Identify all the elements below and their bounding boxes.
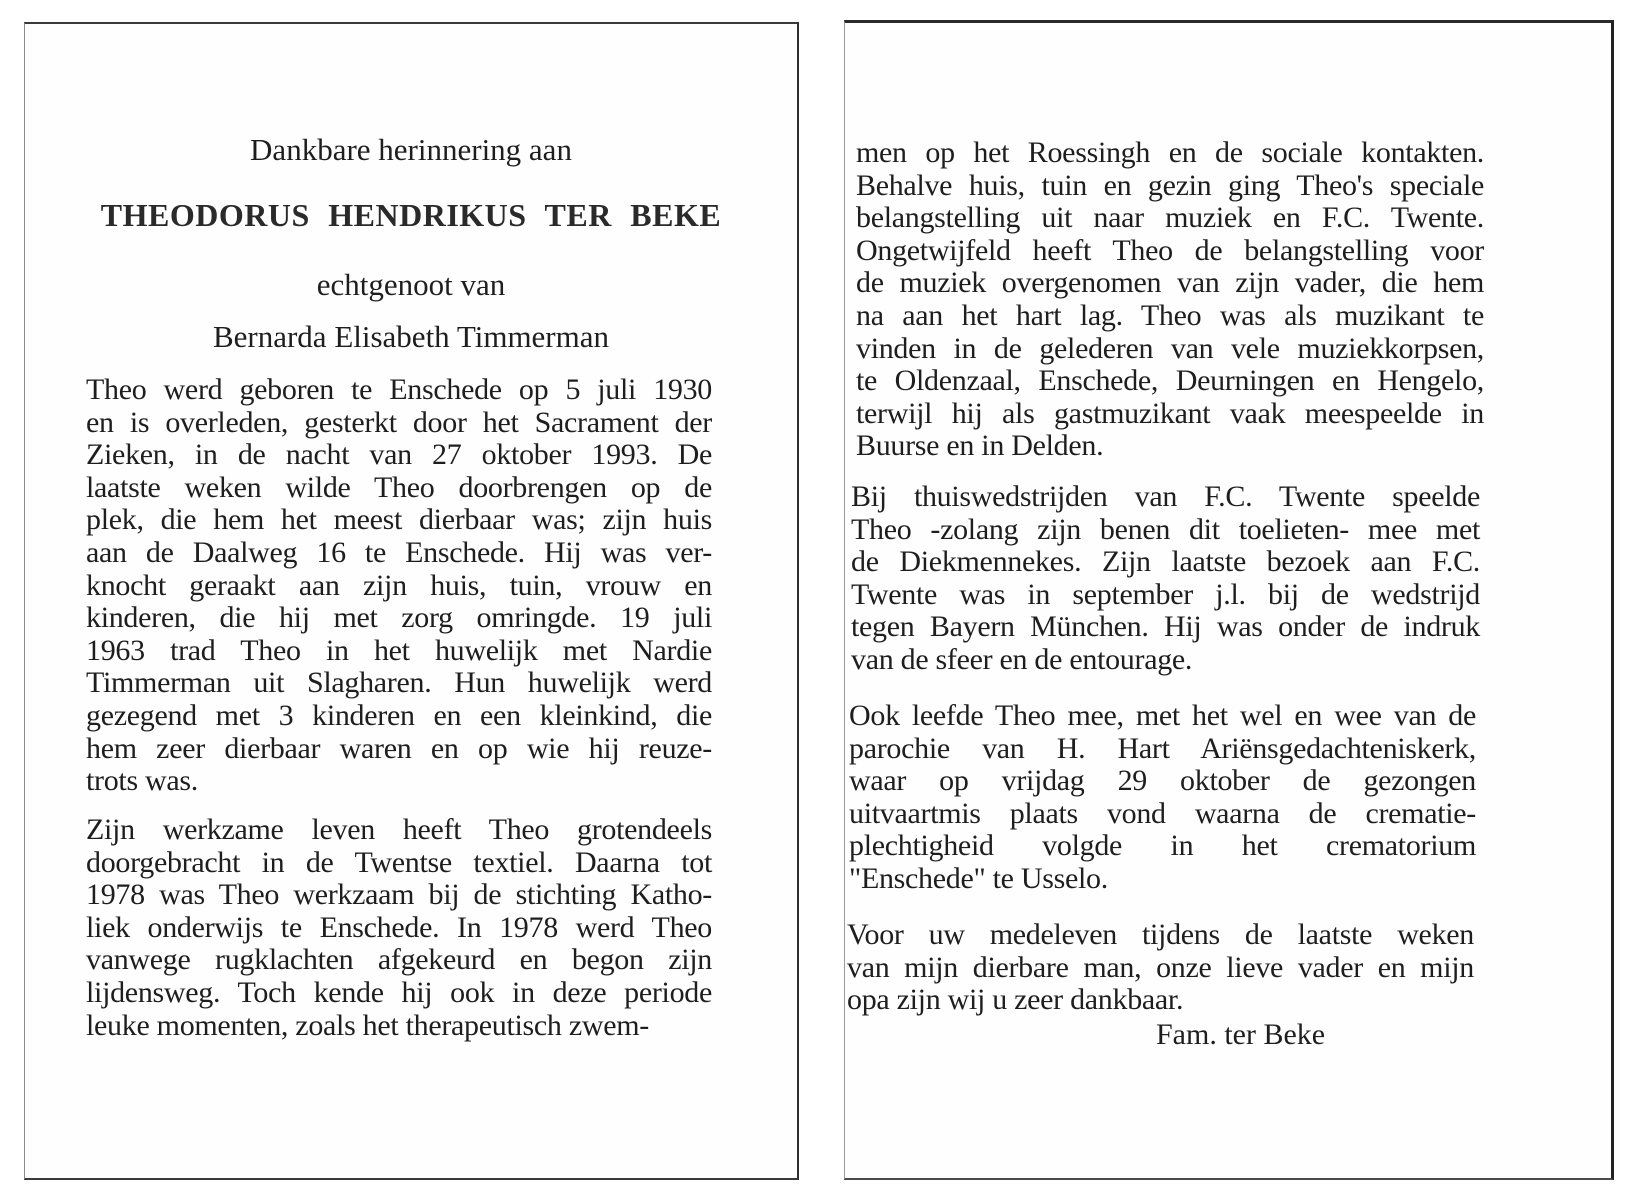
text-line: te Oldenzaal, Enschede, Deurningen en Hengelo, xyxy=(856,364,1484,398)
memorial-card-right xyxy=(844,20,1614,1180)
deceased-name: THEODORUS HENDRIKUS TER BEKE xyxy=(100,197,722,233)
text-line: waar op vrijdag 29 oktober de gezongen xyxy=(849,764,1476,798)
funeral-paragraph xyxy=(849,700,1476,896)
text-line: belangstelling uit naar muziek en F.C. Twente. xyxy=(856,201,1484,235)
text-line: terwijl hij als gastmuzikant vaak meespeelde in xyxy=(856,396,1484,430)
text-line: tegen Bayern München. Hij was onder de indruk xyxy=(851,610,1480,644)
text-line: trots was. xyxy=(86,764,198,798)
text-line: parochie van H. Hart Ariënsgedachteniskerk, xyxy=(849,731,1476,765)
biography-paragraph-1 xyxy=(86,374,712,798)
text-line: knocht geraakt aan zijn huis, tuin, vrouw en xyxy=(86,568,712,602)
spouse-label: echtgenoot van xyxy=(316,267,506,302)
text-line: Timmerman uit Slagharen. Hun huwelijk werd xyxy=(86,666,712,700)
text-line: de Diekmennekes. Zijn laatste bezoek aan F.C. xyxy=(851,545,1480,579)
family-signature: Fam. ter Beke xyxy=(1156,1018,1326,1051)
text-line: Twente was in september j.l. bij de wedstrijd xyxy=(851,577,1480,611)
text-line: Zieken, in de nacht van 27 oktober 1993. De xyxy=(86,438,712,472)
text-line: men op het Roessingh en de sociale kontakten. xyxy=(856,136,1484,169)
intro-line: Dankbare herinnering aan xyxy=(250,132,572,167)
text-line: en is overleden, gesterkt door het Sacrament der xyxy=(86,405,712,439)
football-paragraph xyxy=(851,481,1480,677)
text-line: aan de Daalweg 16 te Enschede. Hij was ver- xyxy=(86,535,712,569)
text-line: de muziek overgenomen van zijn vader, die hem xyxy=(856,266,1484,300)
text-line: hem zeer dierbaar waren en op wie hij reuze- xyxy=(86,731,712,765)
text-line: Ongetwijfeld heeft Theo de belangstelling voor xyxy=(856,233,1484,267)
text-line: vinden in de gelederen van vele muziekkorpsen, xyxy=(856,331,1484,365)
career-paragraph xyxy=(86,814,712,1042)
text-line: Zijn werkzame leven heeft Theo grotendeels xyxy=(86,813,712,846)
text-line: liek onderwijs te Enschede. In 1978 werd Theo xyxy=(86,910,712,944)
text-line: Theo -zolang zijn benen dit toelieten- mee met xyxy=(851,512,1480,546)
text-line: Ook leefde Theo mee, met het wel en wee van de xyxy=(849,699,1476,732)
text-line: lijdensweg. Toch kende hij ook in deze periode xyxy=(86,975,712,1009)
thanks-paragraph xyxy=(847,919,1474,1017)
text-line: Voor uw medeleven tijdens de laatste weken xyxy=(847,918,1474,951)
text-line: doorgebracht in de Twentse textiel. Daarna tot xyxy=(86,845,712,879)
text-line: vanwege rugklachten afgekeurd en begon zijn xyxy=(86,943,712,977)
text-line: kinderen, die hij met zorg omringde. 19 juli xyxy=(86,601,712,635)
hobbies-paragraph xyxy=(856,137,1484,463)
text-line: leuke momenten, zoals het therapeutisch zwem- xyxy=(86,1008,649,1042)
text-line: laatste weken wilde Theo doorbrengen op de xyxy=(86,470,712,504)
text-line: uitvaartmis plaats vond waarna de crematie- xyxy=(849,796,1476,830)
text-line: na aan het hart lag. Theo was als muzikant te xyxy=(856,298,1484,332)
text-line: 1978 was Theo werkzaam bij de stichting Katho- xyxy=(86,878,712,912)
text-line: "Enschede" te Usselo. xyxy=(849,861,1108,895)
text-line: 1963 trad Theo in het huwelijk met Nardie xyxy=(86,633,712,667)
text-line: Theo werd geboren te Enschede op 5 juli 1930 xyxy=(86,373,712,406)
text-line: Behalve huis, tuin en gezin ging Theo's speciale xyxy=(856,168,1484,202)
spouse-name: Bernarda Elisabeth Timmerman xyxy=(212,319,610,354)
text-line: Bij thuiswedstrijden van F.C. Twente speelde xyxy=(851,480,1480,513)
text-line: plechtigheid volgde in het crematorium xyxy=(849,829,1476,863)
text-line: van mijn dierbare man, onze lieve vader en mijn xyxy=(847,950,1474,984)
text-line: Buurse en in Delden. xyxy=(856,429,1104,463)
text-line: plek, die hem het meest dierbaar was; zijn huis xyxy=(86,503,712,537)
text-line: opa zijn wij u zeer dankbaar. xyxy=(847,983,1184,1017)
text-line: gezegend met 3 kinderen en een kleinkind, die xyxy=(86,698,712,732)
memorial-card-left xyxy=(24,22,799,1180)
text-line: van de sfeer en de entourage. xyxy=(851,642,1193,676)
